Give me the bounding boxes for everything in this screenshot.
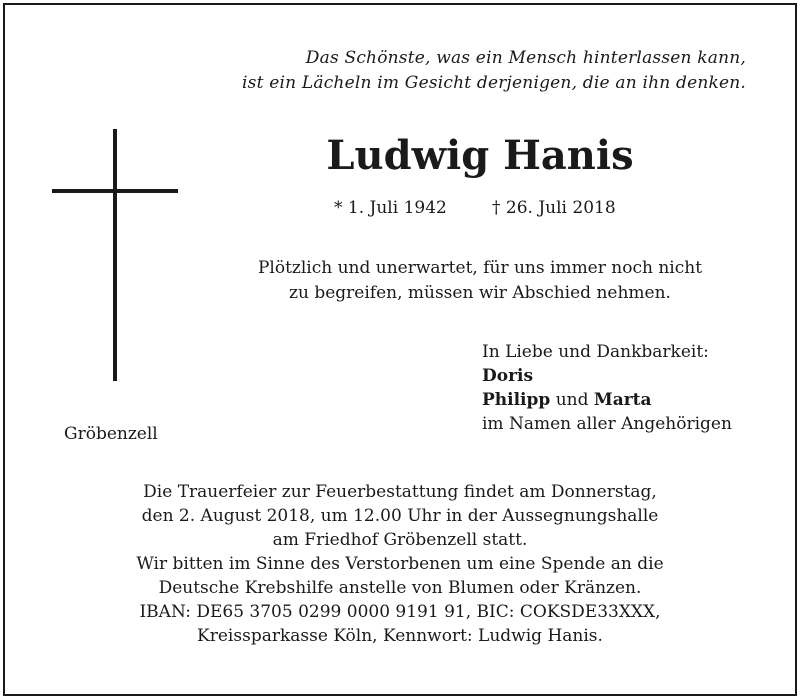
death-date: † 26. Juli 2018 [492, 198, 616, 218]
mourners-block [482, 340, 732, 436]
place-name: Gröbenzell [64, 424, 158, 444]
ceremony-line: am Friedhof Gröbenzell statt. [272, 530, 528, 550]
quote-line: ist ein Lächeln im Gesicht derjenigen, die an ihn denken. [242, 73, 746, 93]
mourners-heading: In Liebe und Dankbarkeit: [482, 342, 709, 362]
intro-text [0, 256, 800, 306]
mourner-line [482, 388, 732, 412]
deceased-name: Ludwig Hanis [326, 132, 634, 179]
mourners-footer: im Namen aller Angehörigen [482, 414, 732, 434]
ceremony-line: den 2. August 2018, um 12.00 Uhr in der Aussegnungshalle [141, 506, 659, 526]
ceremony-details [0, 480, 800, 648]
memorial-quote [242, 46, 746, 96]
mourner-name: Marta [593, 390, 652, 410]
intro-line: zu begreifen, müssen wir Abschied nehmen. [289, 283, 671, 303]
bank-details-line: IBAN: DE65 3705 0299 0000 9191 91, BIC: COKSDE33XXX, [139, 602, 661, 622]
donation-line: Deutsche Krebshilfe anstelle von Blumen oder Kränzen. [158, 578, 642, 598]
mourner-connector: und [555, 390, 589, 410]
life-dates [334, 196, 616, 220]
donation-line: Wir bitten im Sinne des Verstorbenen um eine Spende an die [136, 554, 664, 574]
birth-date: * 1. Juli 1942 [334, 198, 447, 218]
intro-line: Plötzlich und unerwartet, für uns immer noch nicht [257, 258, 703, 278]
mourner-name: Philipp [482, 390, 551, 410]
cross-icon-crossbar [52, 189, 178, 193]
mourner-line [482, 364, 732, 388]
ceremony-line: Die Trauerfeier zur Feuerbestattung findet am Donnerstag, [143, 482, 657, 502]
quote-line: Das Schönste, was ein Mensch hinterlassen kann, [305, 48, 746, 68]
mourner-name: Doris [482, 366, 534, 386]
bank-details-line: Kreissparkasse Köln, Kennwort: Ludwig Hanis. [197, 626, 603, 646]
